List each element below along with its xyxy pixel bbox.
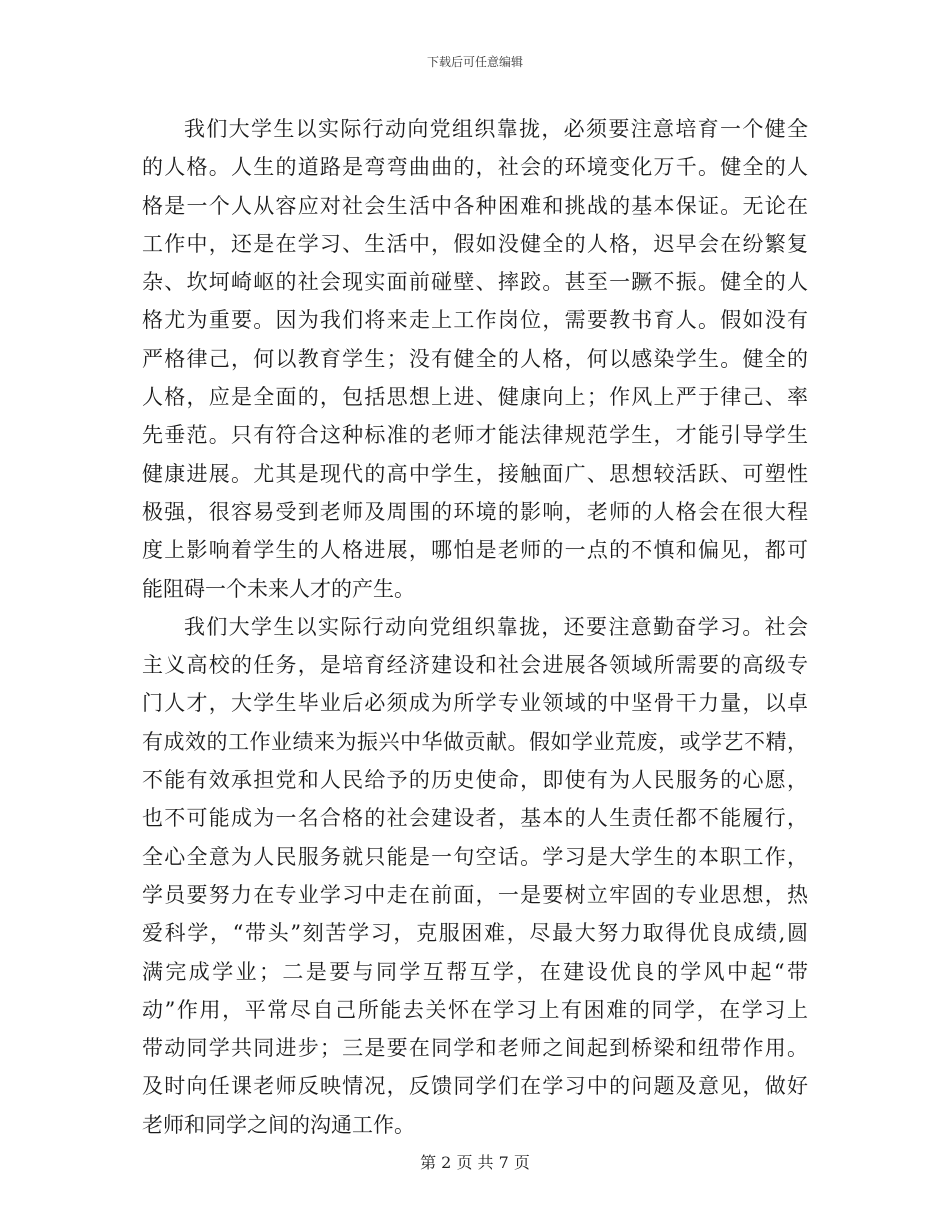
document-body	[142, 110, 808, 1144]
text-line: 不能有效承担党和人民给予的历史使命，即使有为人民服务的心愿，	[142, 768, 808, 793]
text-line: 杂、坎坷崎岖的社会现实面前碰壁、摔跤。甚至一蹶不振。健全的人	[142, 270, 808, 295]
text-line: 先垂范。只有符合这种标准的老师才能法律规范学生，才能引导学生	[142, 423, 808, 448]
text-line: 带动同学共同进步；三是要在同学和老师之间起到桥梁和纽带作用。	[142, 1036, 808, 1061]
text-line: 格是一个人从容应对社会生活中各种困难和挑战的基本保证。无论在	[142, 193, 808, 218]
text-line: 全心全意为人民服务就只能是一句空话。学习是大学生的本职工作，	[142, 844, 808, 869]
page-header: 下载后可任意编辑	[426, 55, 523, 69]
text-line: 满完成学业；二是要与同学互帮互学，在建设优良的学风中起“带	[142, 959, 808, 984]
text-line: 学员要努力在专业学习中走在前面，一是要树立牢固的专业思想，热	[142, 882, 808, 907]
text-line: 的人格。人生的道路是弯弯曲曲的，社会的环境变化万千。健全的人	[142, 155, 808, 180]
text-line: 人格，应是全面的，包括思想上进、健康向上；作风上严于律己、率	[142, 385, 808, 410]
text-line: 及时向任课老师反映情况，反馈同学们在学习中的问题及意见，做好	[142, 1074, 808, 1099]
text-line: 门人才，大学生毕业后必须成为所学专业领域的中坚骨干力量，以卓	[142, 691, 808, 716]
paragraph-personality	[142, 110, 808, 608]
text-line: 也不可能成为一名合格的社会建设者，基本的人生责任都不能履行，	[142, 806, 808, 831]
text-line: 极强，很容易受到老师及周围的环境的影响，老师的人格会在很大程	[142, 499, 808, 524]
text-line: 格尤为重要。因为我们将来走上工作岗位，需要教书育人。假如没有	[142, 308, 808, 333]
text-line: 度上影响着学生的人格进展，哪怕是老师的一点的不慎和偏见，都可	[142, 538, 808, 563]
text-line: 我们大学生以实际行动向党组织靠拢，必须要注意培育一个健全	[184, 117, 808, 141]
text-line: 爱科学，“带头”刻苦学习，克服困难，尽最大努力取得优良成绩,圆	[142, 921, 808, 946]
text-line: 我们大学生以实际行动向党组织靠拢，还要注意勤奋学习。社会	[184, 614, 808, 639]
text-line: 有成效的工作业绩来为振兴中华做贡献。假如学业荒废，或学艺不精，	[142, 729, 808, 754]
text-line: 主义高校的任务，是培育经济建设和社会进展各领域所需要的高级专	[142, 653, 808, 678]
page-number: 第 2 页 共 7 页	[420, 1153, 530, 1172]
text-line: 严格律己，何以教育学生；没有健全的人格，何以感染学生。健全的	[142, 346, 808, 371]
text-line: 健康进展。尤其是现代的高中学生，接触面广、思想较活跃、可塑性	[142, 461, 808, 486]
text-line: 动”作用，平常尽自己所能去关怀在学习上有困难的同学，在学习上	[142, 997, 808, 1022]
text-line: 工作中，还是在学习、生活中，假如没健全的人格，迟早会在纷繁复	[142, 231, 808, 256]
text-line: 能阻碍一个未来人才的产生。	[142, 576, 415, 601]
text-line: 老师和同学之间的沟通工作。	[142, 1112, 415, 1137]
paragraph-study	[142, 608, 808, 1144]
